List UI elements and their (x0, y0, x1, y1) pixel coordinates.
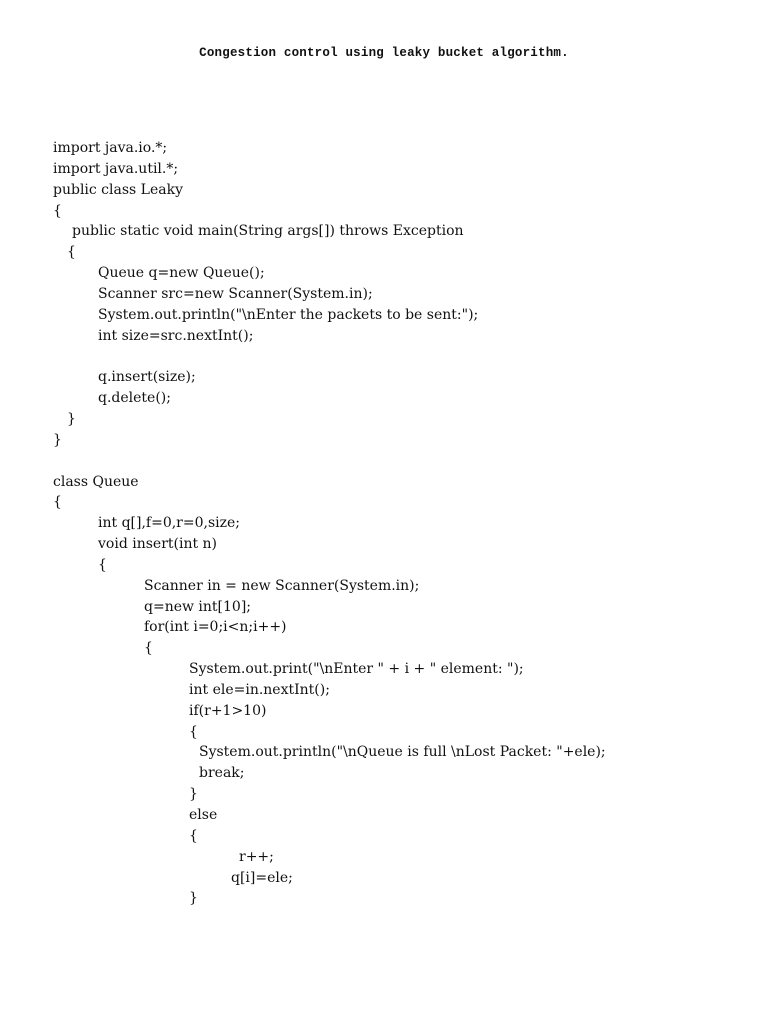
code-line: { (53, 202, 62, 219)
code-line: { (98, 556, 107, 573)
code-line: import java.util.*; (53, 160, 179, 177)
code-block (53, 138, 606, 909)
code-line: int q[],f=0,r=0,size; (98, 515, 240, 532)
document-title: Congestion control using leaky bucket algorithm. (199, 46, 569, 60)
code-line: { (189, 723, 198, 740)
code-line: { (67, 244, 76, 261)
code-line: System.out.print("\nEnter " + i + " element: "); (189, 661, 524, 678)
code-line: } (67, 410, 76, 427)
code-line: public class Leaky (53, 181, 183, 198)
code-line: q.delete(); (98, 390, 171, 407)
code-line: if(r+1>10) (189, 702, 267, 719)
code-line: q[i]=ele; (231, 869, 293, 886)
code-line: int ele=in.nextInt(); (189, 681, 330, 698)
code-line: break; (199, 765, 245, 782)
code-line: System.out.println("\nEnter the packets to be sent:"); (98, 306, 479, 323)
code-line: Queue q=new Queue(); (98, 265, 265, 282)
code-line: System.out.println("\nQueue is full \nLost Packet: "+ele); (199, 744, 606, 761)
code-line: Scanner in = new Scanner(System.in); (144, 577, 420, 594)
code-line: import java.io.*; (53, 140, 168, 156)
code-line: { (144, 640, 153, 657)
code-line: else (189, 807, 218, 823)
code-line: { (189, 827, 198, 844)
code-line (53, 346, 606, 367)
code-line: q.insert(size); (98, 369, 196, 386)
code-line: Scanner src=new Scanner(System.in); (98, 285, 373, 302)
code-line: r++; (239, 848, 274, 865)
code-line: void insert(int n) (98, 536, 218, 553)
code-line: for(int i=0;i<n;i++) (144, 619, 287, 636)
code-line: class Queue (53, 473, 139, 490)
code-line (53, 451, 606, 472)
code-line: } (189, 786, 198, 803)
code-line: } (53, 431, 62, 448)
code-line: { (53, 494, 62, 511)
code-line: q=new int[10]; (144, 598, 252, 615)
code-line: int size=src.nextInt(); (98, 327, 254, 344)
code-line: public static void main(String args[]) throws Exception (72, 223, 464, 240)
code-line: } (189, 890, 198, 907)
